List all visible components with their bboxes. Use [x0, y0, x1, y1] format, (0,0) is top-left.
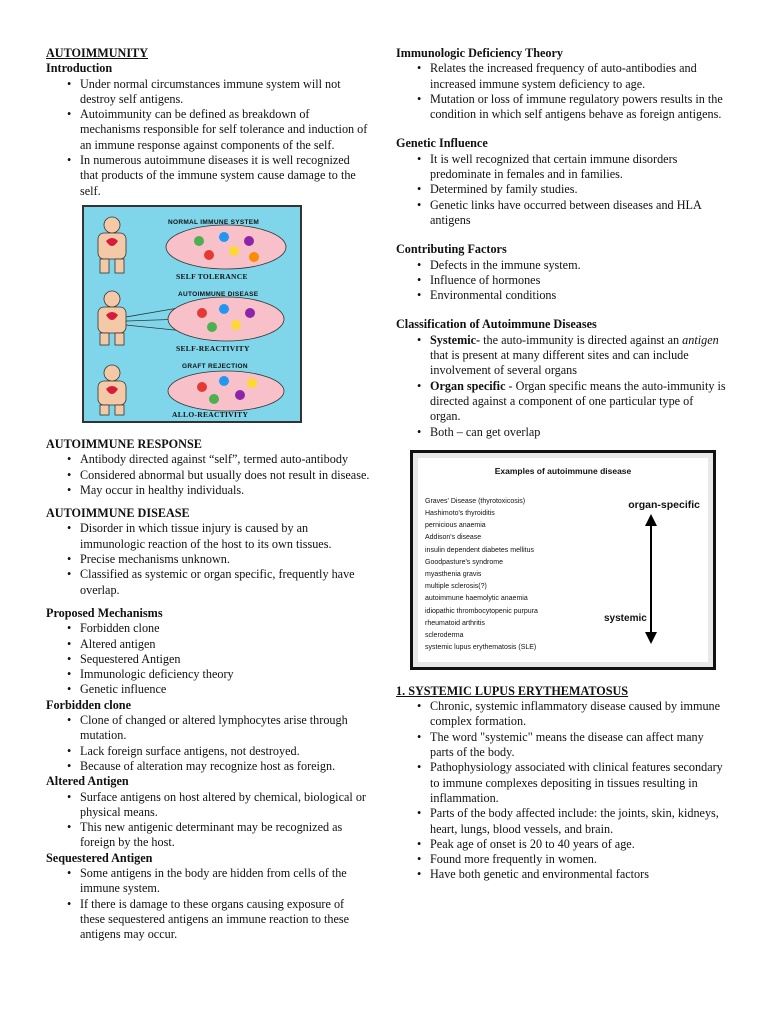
- list-item: • Chronic, systemic inflammatory disease caused by immune complex formation.: [430, 699, 726, 730]
- cell-oval: [166, 225, 286, 269]
- antigen-term: antigen: [682, 332, 719, 347]
- disease-example: Graves' Disease (thyrotoxicosis): [425, 497, 526, 505]
- right-column: [396, 46, 726, 883]
- list-item: • Because of alteration may recognize host as foreign.: [80, 759, 371, 774]
- list-item: • Influence of hormones: [430, 273, 726, 288]
- list-item: • Surface antigens on host altered by chemical, biological or physical means.: [80, 790, 371, 821]
- examples-title: Examples of autoimmune disease: [494, 465, 632, 476]
- list-item: • It is well recognized that certain immune disorders predominate in females and in families.: [430, 152, 726, 183]
- disease-example: insulin dependent diabetes mellitus: [425, 546, 534, 554]
- list-item: • Pathophysiology associated with clinical features secondary to immune complexes depositing in tissues resulting in inflammation.: [430, 760, 726, 806]
- list-item: • Genetic links have occurred between diseases and HLA antigens: [430, 198, 726, 229]
- figure-label: SELF-REACTIVITY: [176, 343, 250, 353]
- systemic-text-a: the auto-immunity is directed against an: [480, 332, 683, 347]
- disease-example: myasthenia gravis: [425, 571, 482, 579]
- list-item: • Forbidden clone: [80, 621, 371, 636]
- response-list: [46, 452, 371, 498]
- list-item: • Determined by family studies.: [430, 182, 726, 197]
- list-item: • Parts of the body affected include: the joints, skin, kidneys, heart, lungs, blood vessels, and brain.: [430, 806, 726, 837]
- altered-list: [46, 790, 371, 851]
- list-item: • Antibody directed against “self”, termed auto-antibody: [80, 452, 371, 467]
- figure-label: AUTOIMMUNE DISEASE: [178, 290, 259, 298]
- organ-specific-text: - Organ specific means the auto-immunity is directed against a component of one particular type of organ.: [430, 378, 726, 424]
- document-title: AUTOIMMUNITY: [46, 46, 149, 60]
- sequestered-heading: Sequestered Antigen: [46, 850, 153, 865]
- mechanisms-heading: Proposed Mechanisms: [46, 605, 163, 620]
- list-item: • Peak age of onset is 20 to 40 years of age.: [430, 837, 726, 852]
- immune-system-figure: [82, 205, 302, 423]
- response-heading: AUTOIMMUNE RESPONSE: [46, 436, 202, 451]
- deficiency-list: [396, 61, 726, 122]
- figure-label: ALLO-REACTIVITY: [172, 409, 249, 419]
- disease-heading: AUTOIMMUNE DISEASE: [46, 506, 190, 521]
- disease-example: Goodpasture's syndrome: [425, 558, 503, 566]
- list-item: • This new antigenic determinant may be recognized as foreign by the host.: [80, 820, 371, 851]
- list-item: • Disorder in which tissue injury is caused by an immunologic reaction of the host to its own tissues.: [80, 521, 371, 552]
- disease-examples-list: [425, 496, 538, 655]
- classification-heading: Classification of Autoimmune Diseases: [396, 317, 597, 332]
- forbidden-heading: Forbidden clone: [46, 697, 131, 712]
- organ-specific-label: organ-specific: [628, 498, 700, 511]
- deficiency-heading: Immunologic Deficiency Theory: [396, 46, 563, 60]
- list-item: • Clone of changed or altered lymphocytes arise through mutation.: [80, 713, 371, 744]
- figure-label: SELF TOLERANCE: [176, 271, 248, 281]
- list-item: • Immunologic deficiency theory: [80, 667, 371, 682]
- list-item: • Found more frequently in women.: [430, 852, 726, 867]
- list-item: • Defects in the immune system.: [430, 258, 726, 273]
- disease-example: systemic lupus erythematosis (SLE): [425, 644, 537, 652]
- left-column: [46, 46, 371, 942]
- organ-specific-term: Organ specific: [430, 378, 506, 393]
- list-item: • Altered antigen: [80, 637, 371, 652]
- figure-label: NORMAL IMMUNE SYSTEM: [168, 218, 260, 226]
- disease-example: Hashimoto's thyroiditis: [425, 510, 495, 518]
- list-item: [430, 333, 726, 379]
- systemic-label: systemic: [604, 612, 647, 624]
- genetic-list: [396, 152, 726, 228]
- list-item: • Sequestered Antigen: [80, 652, 371, 667]
- genetic-heading: Genetic Influence: [396, 136, 488, 151]
- disease-example: multiple sclerosis(?): [425, 583, 487, 591]
- intro-list: [46, 77, 371, 199]
- sle-list: [396, 699, 726, 883]
- figure-label: GRAFT REJECTION: [182, 362, 248, 370]
- disease-example: Addison's disease: [425, 534, 482, 542]
- list-item: • Precise mechanisms unknown.: [80, 552, 371, 567]
- list-item: • Mutation or loss of immune regulatory powers results in the condition in which self antigens behave as foreign antigens.: [430, 92, 726, 123]
- list-item: • Relates the increased frequency of auto-antibodies and increased immune system deficiency to age.: [430, 61, 726, 92]
- list-item: • Lack foreign surface antigens, not destroyed.: [80, 744, 371, 759]
- list-item: • Classified as systemic or organ specific, frequently have overlap.: [80, 567, 371, 598]
- list-item: • Have both genetic and environmental factors: [430, 867, 726, 882]
- list-item: • In numerous autoimmune diseases it is well recognized that products of the immune system cause damage to the self.: [80, 153, 371, 199]
- list-item: [430, 379, 726, 425]
- disease-example: pernicious anaemia: [425, 522, 486, 530]
- contributing-heading: Contributing Factors: [396, 242, 507, 257]
- sle-heading: 1. SYSTEMIC LUPUS ERYTHEMATOSUS: [396, 683, 629, 698]
- baby-icon: [98, 217, 126, 273]
- disease-example: rheumatoid arthritis: [425, 619, 485, 627]
- list-item: • Environmental conditions: [430, 288, 726, 303]
- sequestered-list: [46, 866, 371, 942]
- mechanisms-list: [46, 621, 371, 697]
- disease-example: idiopathic thrombocytopenic purpura: [425, 607, 538, 615]
- forbidden-list: [46, 713, 371, 774]
- list-item: • Considered abnormal but usually does not result in disease.: [80, 468, 371, 483]
- systemic-text-b: that is present at many different sites and can include involvement of several organs: [430, 348, 689, 378]
- list-item: • The word "systemic" means the disease can affect many parts of the body.: [430, 730, 726, 761]
- list-item: • If there is damage to these organs causing exposure of these sequestered antigens an immune reaction to these antigens may occur.: [80, 897, 371, 943]
- systemic-term: Systemic-: [430, 332, 481, 347]
- list-item: • Genetic influence: [80, 682, 371, 697]
- list-item: • Under normal circumstances immune system will not destroy self antigens.: [80, 77, 371, 108]
- altered-heading: Altered Antigen: [46, 774, 129, 789]
- contributing-list: [396, 258, 726, 304]
- intro-heading: Introduction: [46, 61, 113, 76]
- classification-list: [396, 333, 726, 440]
- disease-example: autoimmune haemolytic anaemia: [425, 595, 528, 603]
- list-item: • May occur in healthy individuals.: [80, 483, 371, 498]
- list-item: • Some antigens in the body are hidden from cells of the immune system.: [80, 866, 371, 897]
- disease-example: scleroderma: [425, 632, 464, 640]
- list-item: • Autoimmunity can be defined as breakdown of mechanisms responsible for self tolerance and induction of an immune response against components of the self.: [80, 107, 371, 153]
- immune-figure-illustration: [84, 207, 300, 421]
- list-item: • Both – can get overlap: [430, 425, 726, 440]
- autoimmune-examples-figure: [410, 450, 716, 670]
- disease-list: [46, 521, 371, 597]
